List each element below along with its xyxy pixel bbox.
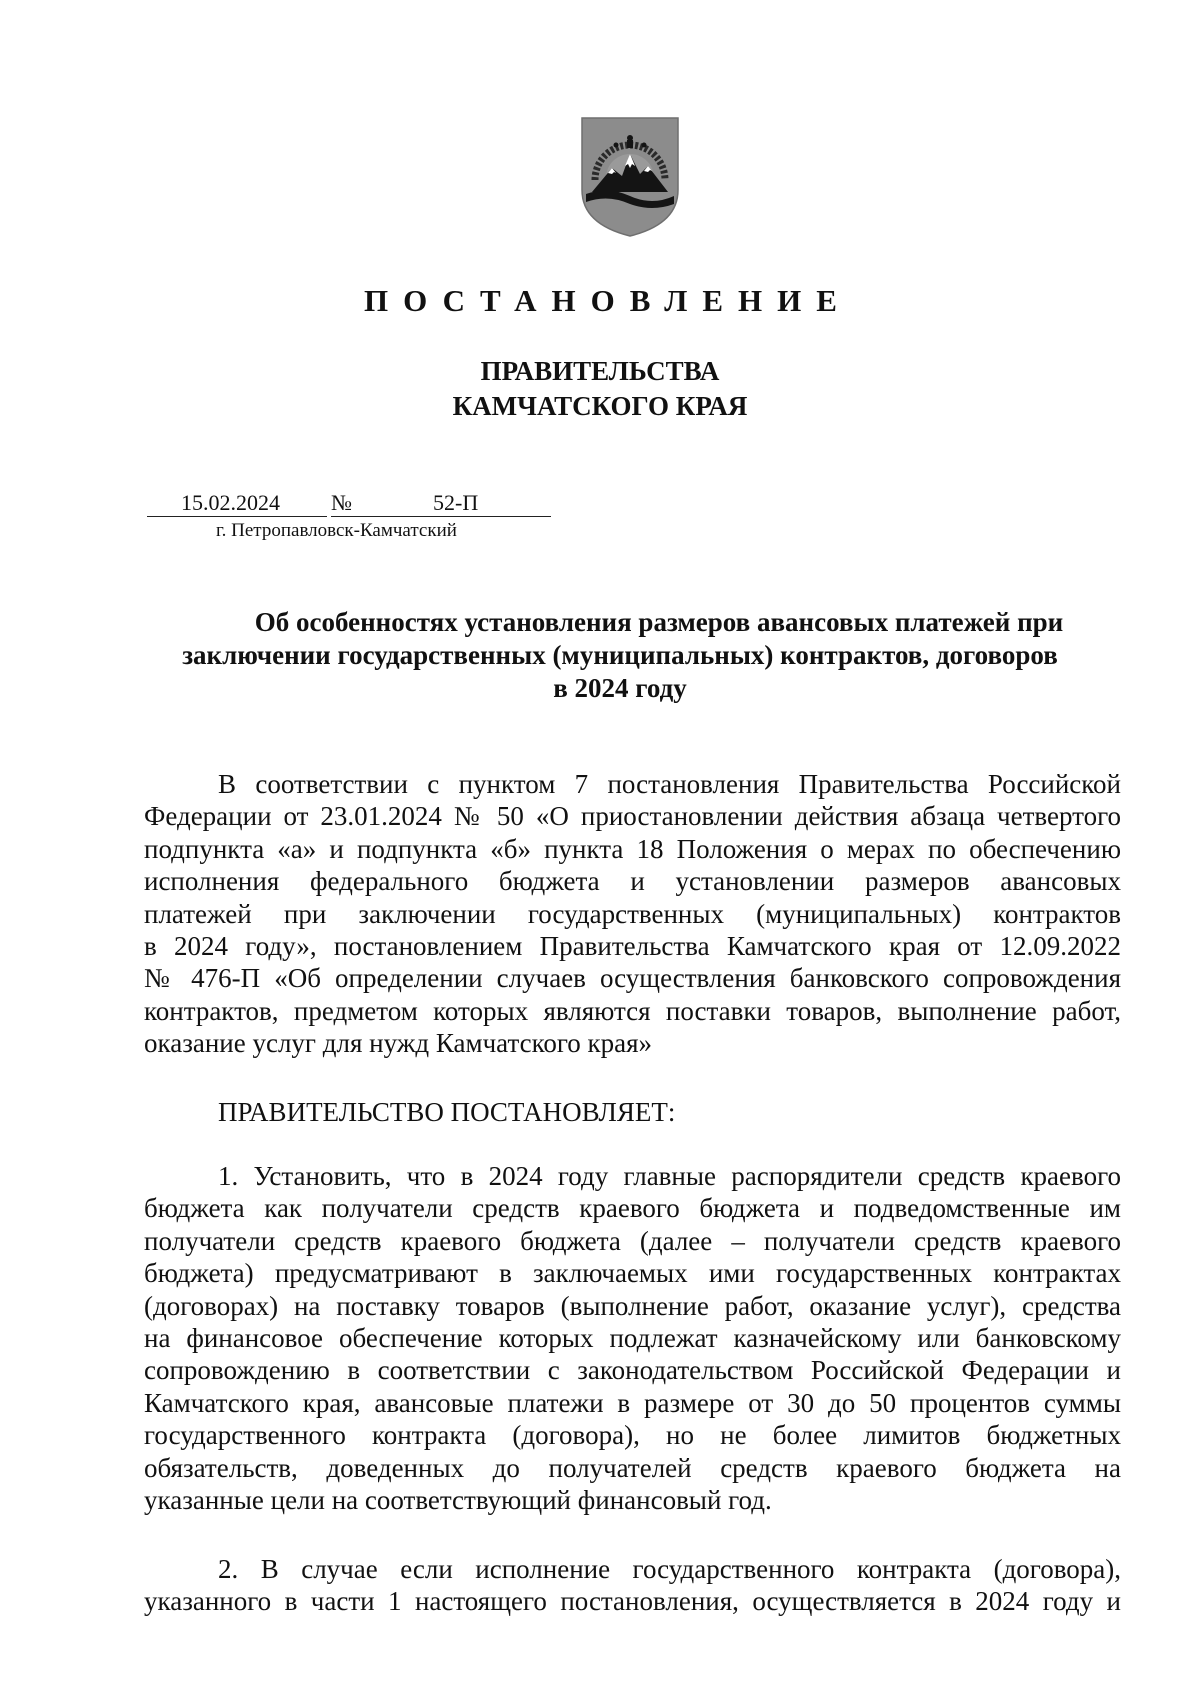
text-line: Федерации от 23.01.2024 № 50 «О приостановлении действия абзаца четвертого (144, 801, 1121, 832)
text-line: бюджета) предусматривают в заключаемых ими государственных контрактах (144, 1258, 1121, 1289)
text-line: 2. В случае если исполнение государственного контракта (договора), (218, 1554, 1121, 1584)
text-line: платежей при заключении государственных (муниципальных) контрактов (144, 898, 1121, 929)
issue-city: г. Петропавловск-Камчатский (216, 520, 457, 541)
registration-number: 52-П (361, 490, 551, 517)
title-line: заключении государственных (муниципальных) контрактов, договоров (182, 640, 1058, 670)
text-line: обязательств, доведенных до получателей средств краевого бюджета на (144, 1452, 1121, 1483)
registration-number-sign: № (331, 490, 361, 517)
document-type-heading: ПОСТАНОВЛЕНИЕ (364, 283, 852, 318)
text-line: (договорах) на поставку товаров (выполнение работ, оказание услуг), средства (144, 1290, 1121, 1321)
issuer-heading-line-1: ПРАВИТЕЛЬСТВА (480, 356, 720, 386)
text-line: указанного в части 1 настоящего постановления, осуществляется в 2024 году и (144, 1586, 1121, 1617)
text-line: на финансовое обеспечение которых подлежат казначейскому или банковскому (144, 1323, 1121, 1354)
preamble-paragraph (144, 768, 1121, 1060)
text-line: в 2024 году», постановлением Правительства Камчатского края от 12.09.2022 (144, 931, 1121, 962)
paragraph-1 (144, 1160, 1121, 1516)
title-line: Об особенностях установления размеров авансовых платежей при (254, 607, 1064, 637)
text-line: Камчатского края, авансовые платежи в размере от 30 до 50 процентов суммы (144, 1387, 1121, 1418)
text-line: подпункта «а» и подпункта «б» пункта 18 Положения о мерах по обеспечению (144, 833, 1121, 864)
text-line: оказание услуг для нужд Камчатского края» (144, 1028, 652, 1059)
kamchatka-coat-of-arms-icon (578, 112, 682, 240)
document-title (140, 606, 1100, 705)
text-line: контрактов, предметом которых являются поставки товаров, выполнение работ, (144, 995, 1121, 1026)
text-line: В соответствии с пунктом 7 постановления Правительства Российской (218, 769, 1121, 799)
title-line: в 2024 году (553, 673, 687, 703)
text-line: № 476-П «Об определении случаев осуществления банковского сопровождения (144, 963, 1121, 994)
text-line: государственного контракта (договора), но не более лимитов бюджетных (144, 1420, 1121, 1451)
text-line: получатели средств краевого бюджета (далее – получатели средств краевого (144, 1225, 1121, 1256)
paragraph-2 (144, 1553, 1121, 1618)
text-line: сопровождению в соответствии с законодательством Российской Федерации и (144, 1355, 1121, 1386)
text-line: исполнения федерального бюджета и установлении размеров авансовых (144, 866, 1121, 897)
registration-date: 15.02.2024 (147, 490, 327, 517)
text-line: указанные цели на соответствующий финансовый год. (144, 1485, 772, 1516)
text-line: бюджета как получатели средств краевого бюджета и подведомственные им (144, 1193, 1121, 1224)
text-line: 1. Установить, что в 2024 году главные распорядители средств краевого (218, 1161, 1121, 1191)
decree-phrase: ПРАВИТЕЛЬСТВО ПОСТАНОВЛЯЕТ: (218, 1097, 676, 1127)
issuer-heading-line-2: КАМЧАТСКОГО КРАЯ (452, 391, 748, 421)
